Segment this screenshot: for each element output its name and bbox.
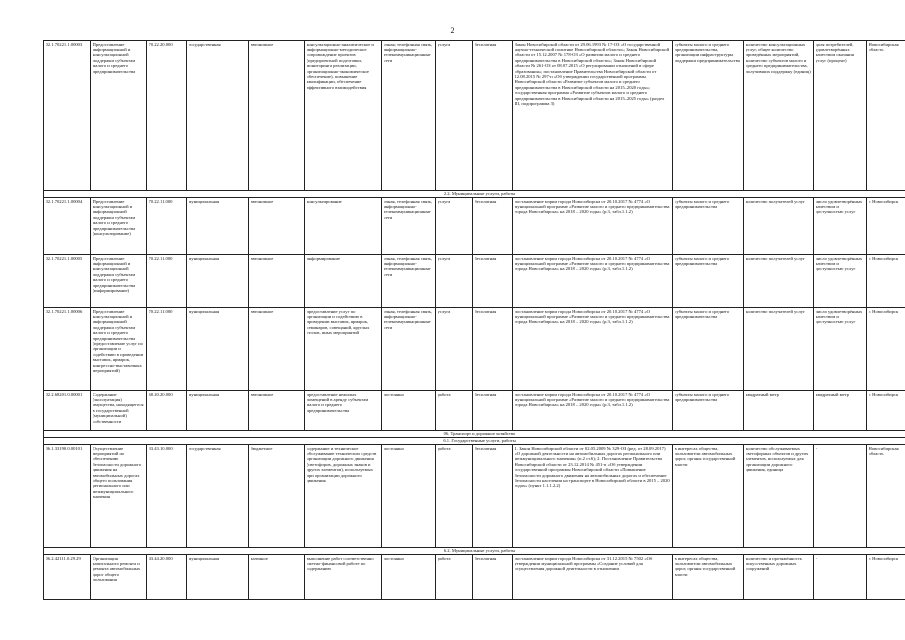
cell-legal-basis (513, 255, 673, 308)
cell-text: муниципальная (188, 308, 220, 314)
cell-quality-indicator (814, 41, 867, 191)
cell-text: 02.1.70221.1.00004 (45, 198, 83, 204)
cell-territory (867, 445, 905, 548)
cell-text: автономное (250, 198, 274, 204)
cell-volume-indicator (744, 555, 814, 600)
cell-text: 33.43.10.000 (148, 445, 173, 451)
cell-institution-type (249, 255, 305, 308)
cell-registry-number (44, 445, 91, 548)
cell-service-name (91, 555, 147, 600)
cell-text: 70.22.11.000 (148, 255, 173, 261)
cell-text: в интересах общества, пользователи автомобильных дорог, органы государственной власти (674, 445, 736, 467)
cell-consumers (673, 198, 744, 255)
cell-volume-indicator (744, 391, 814, 431)
cell-payment (473, 198, 513, 255)
cell-text: муниципальная (188, 555, 220, 561)
cell-registry-number (44, 41, 91, 191)
cell-text: 70.22.20.000 (148, 41, 173, 47)
cell-text: 70.22.11.000 (148, 308, 173, 314)
cell-service-content (305, 308, 382, 391)
cell-text: г. Новосибирск (868, 555, 899, 561)
cell-service-form (382, 391, 436, 431)
table-row (44, 445, 905, 548)
cell-text: 06.1.33190.0.00101 (45, 445, 83, 451)
cell-service-form (382, 198, 436, 255)
cell-text: постановление мэрии города Новосибирска от 20.10.2017 № 4774 «О муниципальной программе «Развитие малого и среднего предпринимательства города Новосибирска» на 2018 – 2020 годы» (р.3, табл.1.1.2) (514, 308, 670, 325)
cell-legal-basis (513, 308, 673, 391)
cell-registry-number (44, 255, 91, 308)
cell-territory (867, 555, 905, 600)
cell-text: г. Новосибирск (868, 308, 899, 314)
cell-quality-indicator (814, 255, 867, 308)
cell-text: 1. Закон Новосибирской области от 02.05.2009 № 329-ОЗ (ред. от 28.09.2017) «О дорожной деятельности на автомобильных дорогах регионального или межмуниципального значения» (п.2 ст.6); 2. Постановление Правительства Новосибирской области от 23.12.2014 № 451-п «Об утверждении государственной программы Новосибирской области «Повышение безопасности дорожного движения на автомобильных дорогах и обеспечение безопасности населения на транспорте в Новосибирской области в 2015 – 2020 годах» (пункт 1.1.1.2.2) (514, 445, 670, 489)
cell-text: количество получателей услуг (745, 198, 805, 204)
cell-text: предоставление услуг по организации и содействию в проведении выставок, ярмарок, семинаров, совещаний, круглых столов, иных мероприятий (306, 308, 370, 336)
cell-text: очная, телефонная связь, информационно-телекоммуникационные сети (383, 198, 433, 220)
cell-okved-code (147, 445, 187, 548)
cell-text: Организация капитального ремонта и ремонта автомобильных дорог общего пользования (92, 555, 141, 583)
cell-text: Содержание (эксплуатация) имущества, находящегося в государственной (муниципальной) собственности (92, 391, 144, 424)
cell-text: муниципальная (188, 198, 220, 204)
cell-service-content (305, 41, 382, 191)
cell-text: услуга (437, 198, 451, 204)
cell-consumers (673, 255, 744, 308)
cell-okved-code (147, 41, 187, 191)
cell-text: бесплатная (474, 308, 497, 314)
cell-payment (473, 308, 513, 391)
cell-okved-code (147, 255, 187, 308)
cell-text: 70.22.11.000 (148, 198, 173, 204)
cell-registry-number (44, 391, 91, 431)
cell-okved-code (147, 308, 187, 391)
cell-text: г. Новосибирск (868, 198, 899, 204)
cell-legal-basis (513, 555, 673, 600)
cell-text: субъекты малого и среднего предпринимательства (674, 391, 730, 402)
cell-text: государственная (188, 445, 221, 451)
cell-service-type (187, 391, 249, 431)
cell-text: консультирование (306, 198, 342, 204)
cell-territory (867, 198, 905, 255)
cell-quality-indicator (814, 308, 867, 391)
cell-text: 02.2.68201.0.00001 (45, 391, 83, 397)
cell-okved-code (147, 555, 187, 600)
cell-text: Предоставление информационной и консультационной поддержки субъектам малого и среднего предпринимательства (92, 41, 136, 74)
cell-consumers (673, 41, 744, 191)
cell-service-type (187, 198, 249, 255)
cell-service-kind (436, 198, 473, 255)
cell-text: Новосибирская область (868, 445, 899, 456)
cell-text: предоставление нежилых помещений в аренду субъектам малого и среднего предпринимательства (306, 391, 369, 413)
cell-text: бюджетное (250, 445, 273, 451)
cell-service-type (187, 41, 249, 191)
section-heading: 06. Транспорт и дорожное хозяйство (44, 431, 905, 438)
cell-text: квадратный метр (745, 391, 779, 397)
cell-text: г. Новосибирск (868, 255, 899, 261)
cell-text: Новосибирская область (868, 41, 899, 52)
cell-text: работа (437, 555, 451, 561)
cell-text: очная, телефонная связь, информационно-телекоммуникационные сети (383, 255, 433, 277)
section-row (44, 548, 905, 555)
cell-quality-indicator (814, 391, 867, 431)
table-row (44, 41, 905, 191)
cell-territory (867, 255, 905, 308)
cell-text: услуга (437, 255, 451, 261)
cell-service-content (305, 198, 382, 255)
cell-territory (867, 391, 905, 431)
cell-consumers (673, 391, 744, 431)
cell-text: субъекты малого и среднего предпринимательства, организации инфраструктуры поддержки предпринимательства (674, 41, 740, 63)
cell-service-kind (436, 391, 473, 431)
cell-volume-indicator (744, 198, 814, 255)
cell-text: государственная (188, 41, 221, 47)
cell-service-kind (436, 555, 473, 600)
cell-volume-indicator (744, 255, 814, 308)
cell-quality-indicator (814, 445, 867, 548)
cell-legal-basis (513, 445, 673, 548)
section-heading: 2.2. Муниципальные услуги, работы (44, 191, 905, 198)
cell-okved-code (147, 198, 187, 255)
cell-registry-number (44, 308, 91, 391)
cell-text: 02.1.70221.1.00003 (45, 41, 83, 47)
cell-text: количество и протяжённость искусственных дорожных сооружений (745, 555, 802, 572)
cell-text: количество обслуживаемых светофорных объектов и других элементов, используемых для организации дорожного движения, единица (745, 445, 809, 473)
cell-text: число удовлетворённых качеством и доступностью услуг (815, 308, 863, 325)
cell-payment (473, 555, 513, 600)
cell-service-form (382, 555, 436, 600)
cell-service-content (305, 391, 382, 431)
table-row (44, 391, 905, 431)
section-row (44, 431, 905, 438)
cell-service-form (382, 445, 436, 548)
table-row (44, 555, 905, 600)
section-heading: 6.1. Государственные услуги, работы (44, 438, 905, 445)
cell-text: - (815, 555, 818, 561)
cell-institution-type (249, 198, 305, 255)
cell-text: количество получателей услуг (745, 255, 805, 261)
cell-text: Предоставление информационной и консультационной поддержки субъектам малого и среднего предпринимательства (информирование) (92, 255, 136, 293)
cell-quality-indicator (814, 198, 867, 255)
section-row (44, 438, 905, 445)
cell-territory (867, 308, 905, 391)
cell-text: Закон Новосибирской области от 29.06.1993 № 17-ОЗ «О государственной научно-технической политике Новосибирской области»; Закон Новосибирской области от 15.12.2007 № 178-ОЗ «О развитии малого и среднего предпринимательства в Новосибирской области»; Закон Новосибирской области № 261-ОЗ от 08.07.2015 «О регулировании отношений в сфере образования»; постановление Правительства Новосибирской области от 12.08.2015 № 297-п «Об утверждении государственной программы Новосибирской области «Развитие субъектов малого и среднего предпринимательства в Новосибирской области на 2015–2020 годы»; государственная программа «Развитие субъектов малого и среднего предпринимательства в Новосибирской области на 2015–2025 годы» (раздел III, подпрограмма 3) (514, 41, 670, 106)
cell-text: Предоставление консультационной и информационной поддержки субъектам малого и среднего предпринимательства (консультирование) (92, 198, 136, 236)
cell-text: квадратный метр (815, 391, 849, 397)
cell-text: доля потребителей, удовлетворённых качеством оказания услуг (процент) (815, 41, 854, 63)
cell-payment (473, 391, 513, 431)
cell-quality-indicator (814, 555, 867, 600)
cell-service-kind (436, 41, 473, 191)
cell-text: услуга (437, 41, 451, 47)
cell-text: работа (437, 391, 451, 397)
cell-legal-basis (513, 198, 673, 255)
cell-consumers (673, 308, 744, 391)
cell-text: автономное (250, 391, 274, 397)
cell-text: бесплатная (474, 391, 497, 397)
cell-consumers (673, 555, 744, 600)
cell-text: информирование (306, 255, 340, 261)
cell-service-type (187, 555, 249, 600)
cell-text: содержание и техническое обслуживание технических средств организации дорожного движения (светофоров, дорожных знаков и других элементов), используемых при организации дорожного движения (306, 445, 377, 483)
table-row (44, 308, 905, 391)
cell-institution-type (249, 445, 305, 548)
cell-text: автономное (250, 255, 274, 261)
page-number: 2 (450, 26, 455, 35)
cell-text: очная, телефонная связь, информационно-телекоммуникационные сети (383, 308, 433, 330)
cell-consumers (673, 445, 744, 548)
cell-text: 06.2.42111.0.29.29 (45, 555, 81, 561)
cell-text: число удовлетворённых качеством и доступностью услуг (815, 255, 863, 272)
cell-text: очная; телефонная связь, информационно-телекоммуникационные сети (383, 41, 433, 63)
cell-text: количество консультационных услуг, общее количество проведённых мероприятий, количество субъектов малого и среднего предпринимательства, получивших поддержку (единиц) (745, 41, 811, 74)
cell-service-form (382, 255, 436, 308)
cell-service-content (305, 555, 382, 600)
cell-service-name (91, 198, 147, 255)
cell-legal-basis (513, 41, 673, 191)
cell-text: 02.1.70221.1.00006 (45, 308, 83, 314)
cell-text: выполнение работ соответственно сметно-финансовой работе по содержанию (306, 555, 374, 572)
table-row (44, 255, 905, 308)
cell-text: Осуществление мероприятий по обеспечению безопасности дорожного движения на автомобильных дорогах общего пользования регионального или межмуниципального значения (92, 445, 142, 500)
cell-text: 02.1.70221.1.00005 (45, 255, 83, 261)
cell-legal-basis (513, 391, 673, 431)
cell-payment (473, 41, 513, 191)
cell-text: в интересах общества, пользователи автомобильных дорог, органы государственной власти (674, 555, 736, 577)
cell-okved-code (147, 391, 187, 431)
cell-text: постоянно (383, 391, 404, 397)
cell-text: постоянно (383, 445, 404, 451)
cell-service-form (382, 41, 436, 191)
cell-text: субъекты малого и среднего предпринимательства (674, 198, 730, 209)
cell-text: - (815, 445, 818, 451)
section-row (44, 191, 905, 198)
cell-volume-indicator (744, 308, 814, 391)
cell-service-type (187, 255, 249, 308)
cell-text: постановление мэрии города Новосибирска от 20.10.2017 № 4774 «О муниципальной программе «Развитие малого и среднего предпринимательства города Новосибирска» на 2018 – 2020 годы» (р.3, табл.1.1.2) (514, 198, 670, 215)
cell-text: 68.20.20.000 (148, 391, 173, 397)
cell-text: бесплатная (474, 555, 497, 561)
cell-text: казенное (250, 555, 268, 561)
cell-service-name (91, 41, 147, 191)
cell-service-kind (436, 255, 473, 308)
cell-volume-indicator (744, 445, 814, 548)
cell-service-kind (436, 308, 473, 391)
cell-text: автономное (250, 41, 274, 47)
cell-service-name (91, 308, 147, 391)
cell-text: постановление мэрии города Новосибирска от 31.12.2015 № 7502 «Об утверждении муниципальной программы «Создание условий для осуществления дорожной деятельности в отношении (514, 555, 653, 572)
cell-registry-number (44, 555, 91, 600)
cell-institution-type (249, 391, 305, 431)
cell-text: работа (437, 445, 451, 451)
services-register-table (43, 40, 905, 600)
cell-service-name (91, 255, 147, 308)
cell-text: муниципальная (188, 255, 220, 261)
cell-institution-type (249, 308, 305, 391)
cell-text: консультационно-аналитическое и информационно-методическое сопровождение проектов (предпроектной подготовки, мониторинга реализации, организационно-экономическое обеспечение), повышение квалификации, обеспечение эффективного взаимодействия (306, 41, 374, 90)
cell-text: число удовлетворённых качеством и доступностью услуг (815, 198, 863, 215)
cell-institution-type (249, 41, 305, 191)
cell-text: Предоставление консультационной и информационной поддержки субъектам малого и среднего предпринимательства (предоставление услуг по организации и содействию в проведении выставок, ярмарок, конгрессно-выставочных мероприятий) (92, 308, 144, 373)
cell-text: автономное (250, 308, 274, 314)
section-heading: 6.2. Муниципальные услуги, работы (44, 548, 905, 555)
cell-text: муниципальная (188, 391, 220, 397)
cell-service-content (305, 445, 382, 548)
cell-registry-number (44, 198, 91, 255)
cell-territory (867, 41, 905, 191)
cell-service-type (187, 445, 249, 548)
cell-service-name (91, 445, 147, 548)
cell-text: субъекты малого и среднего предпринимательства (674, 255, 730, 266)
cell-volume-indicator (744, 41, 814, 191)
cell-text: бесплатная (474, 41, 497, 47)
table-row (44, 198, 905, 255)
cell-text: постоянно (383, 555, 404, 561)
cell-service-content (305, 255, 382, 308)
cell-text: г. Новосибирск (868, 391, 899, 397)
cell-text: 43.44.20.000 (148, 555, 173, 561)
cell-payment (473, 255, 513, 308)
cell-text: количество получателей услуг (745, 308, 805, 314)
cell-text: бесплатная (474, 255, 497, 261)
cell-text: бесплатная (474, 445, 497, 451)
cell-service-name (91, 391, 147, 431)
cell-service-kind (436, 445, 473, 548)
cell-payment (473, 445, 513, 548)
cell-text: постановление мэрии города Новосибирска от 20.10.2017 № 4774 «О муниципальной программе «Развитие малого и среднего предпринимательства города Новосибирска» на 2018 – 2020 годы» (р.3, табл.1.1.2) (514, 391, 670, 408)
cell-service-form (382, 308, 436, 391)
cell-service-type (187, 308, 249, 391)
cell-text: субъекты малого и среднего предпринимательства (674, 308, 730, 319)
cell-text: постановление мэрии города Новосибирска от 20.10.2017 № 4774 «О муниципальной программе «Развитие малого и среднего предпринимательства города Новосибирска» на 2018 – 2020 годы» (р.3, табл.1.1.2) (514, 255, 670, 272)
cell-institution-type (249, 555, 305, 600)
cell-text: бесплатная (474, 198, 497, 204)
cell-text: услуга (437, 308, 451, 314)
